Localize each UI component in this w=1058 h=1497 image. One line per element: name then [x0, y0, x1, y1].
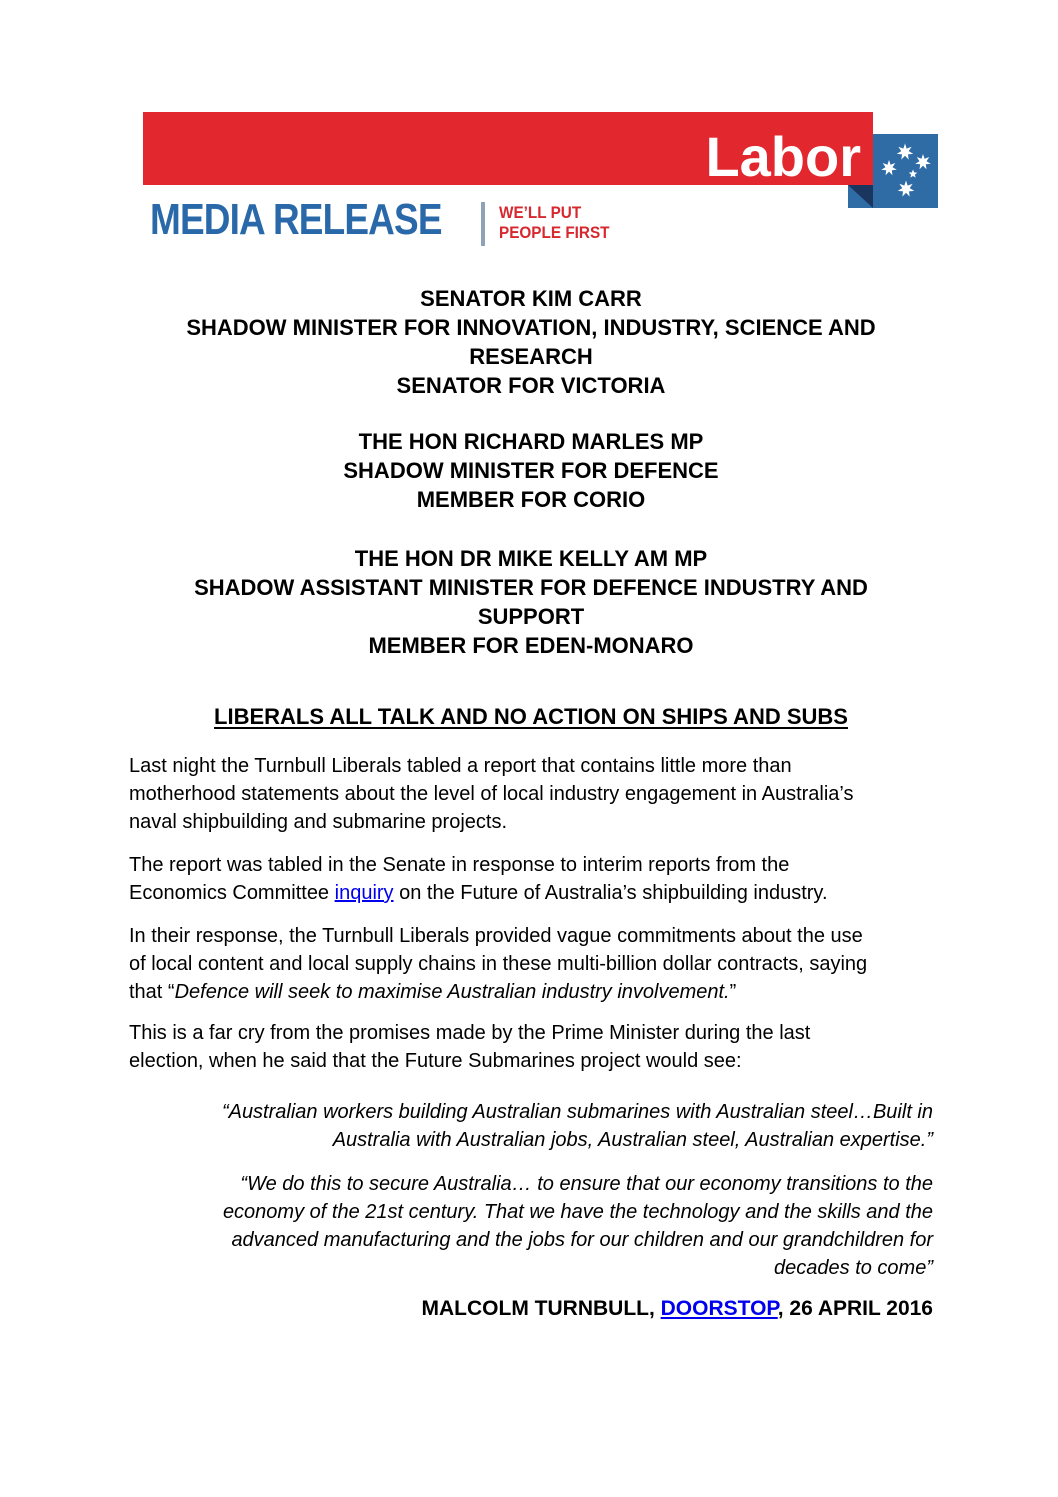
tagline-line1: WE’LL PUT [499, 203, 582, 222]
inline-quote-italic: Defence will seek to maximise Australian industry involvement. [174, 981, 730, 1003]
heading-richard-marles [129, 427, 933, 514]
release-title: LIBERALS ALL TALK AND NO ACTION ON SHIPS AND SUBS [214, 704, 848, 729]
body-line: This is a far cry from the promises made by the Prime Minister during the last [129, 1022, 811, 1044]
tagline-line2: PEOPLE FIRST [499, 223, 610, 242]
quote-2 [129, 1170, 933, 1282]
body-text: on the Future of Australia’s shipbuilding industry. [393, 882, 828, 904]
quote-1 [129, 1098, 933, 1154]
body-line: motherhood statements about the level of local industry engagement in Australia’s [129, 783, 854, 805]
body-line: election, when he said that the Future Submarines project would see: [129, 1050, 742, 1072]
heading-line: SHADOW ASSISTANT MINISTER FOR DEFENCE INDUSTRY AND [194, 575, 868, 600]
heading-line: SUPPORT [477, 604, 585, 629]
heading-line: THE HON RICHARD MARLES MP [358, 429, 704, 454]
body-line: In their response, the Turnbull Liberals provided vague commitments about the use [129, 925, 863, 947]
vertical-separator [481, 202, 485, 246]
quote-line: decades to come” [774, 1257, 933, 1279]
paragraph-1 [129, 752, 933, 836]
body-text: Economics Committee [129, 882, 335, 904]
heading-line: SENATOR FOR VICTORIA [396, 373, 666, 398]
attribution [129, 1295, 933, 1323]
heading-line: MEMBER FOR CORIO [416, 487, 646, 512]
media-release-wordmark [150, 197, 480, 247]
quote-line: “We do this to secure Australia… to ensure that our economy transitions to the [240, 1173, 933, 1195]
doorstop-link[interactable]: DOORSTOP [660, 1297, 778, 1320]
heading-line: MEMBER FOR EDEN-MONARO [368, 633, 694, 658]
body-line: The report was tabled in the Senate in response to interim reports from the [129, 854, 790, 876]
heading-mike-kelly [129, 544, 933, 660]
body-line: Last night the Turnbull Liberals tabled a report that contains little more than [129, 755, 792, 777]
heading-kim-carr [129, 284, 933, 400]
body-text: ” [729, 981, 737, 1003]
heading-line: SHADOW MINISTER FOR INNOVATION, INDUSTRY, SCIENCE AND [186, 315, 876, 340]
heading-line: RESEARCH [469, 344, 593, 369]
paragraph-3 [129, 922, 933, 1006]
body-text: that “ [129, 981, 175, 1003]
paragraph-2 [129, 851, 933, 907]
media-release-text: MEDIA RELEASE [150, 195, 442, 244]
heading-line: THE HON DR MIKE KELLY AM MP [354, 546, 708, 571]
labor-wordmark: Labor [705, 125, 861, 188]
quote-line: “Australian workers building Australian submarines with Australian steel…Built in [221, 1101, 933, 1123]
attribution-text: MALCOLM TURNBULL, [421, 1297, 661, 1320]
tagline [499, 203, 610, 243]
quote-line: advanced manufacturing and the jobs for our children and our grandchildren for [231, 1229, 933, 1251]
attribution-text: , 26 APRIL 2016 [777, 1297, 933, 1320]
quote-line: economy of the 21st century. That we have the technology and the skills and the [222, 1201, 933, 1223]
body-line [129, 978, 933, 1006]
heading-line: SHADOW MINISTER FOR DEFENCE [343, 458, 719, 483]
body-line: of local content and local supply chains in these multi-billion dollar contracts, saying [129, 953, 868, 975]
quote-line: Australia with Australian jobs, Australian steel, Australian expertise.” [332, 1129, 933, 1151]
heading-line: SENATOR KIM CARR [420, 286, 642, 311]
body-line: naval shipbuilding and submarine projects. [129, 811, 508, 833]
paragraph-4 [129, 1019, 933, 1075]
inquiry-link[interactable]: inquiry [334, 882, 394, 904]
body-line [129, 879, 933, 907]
